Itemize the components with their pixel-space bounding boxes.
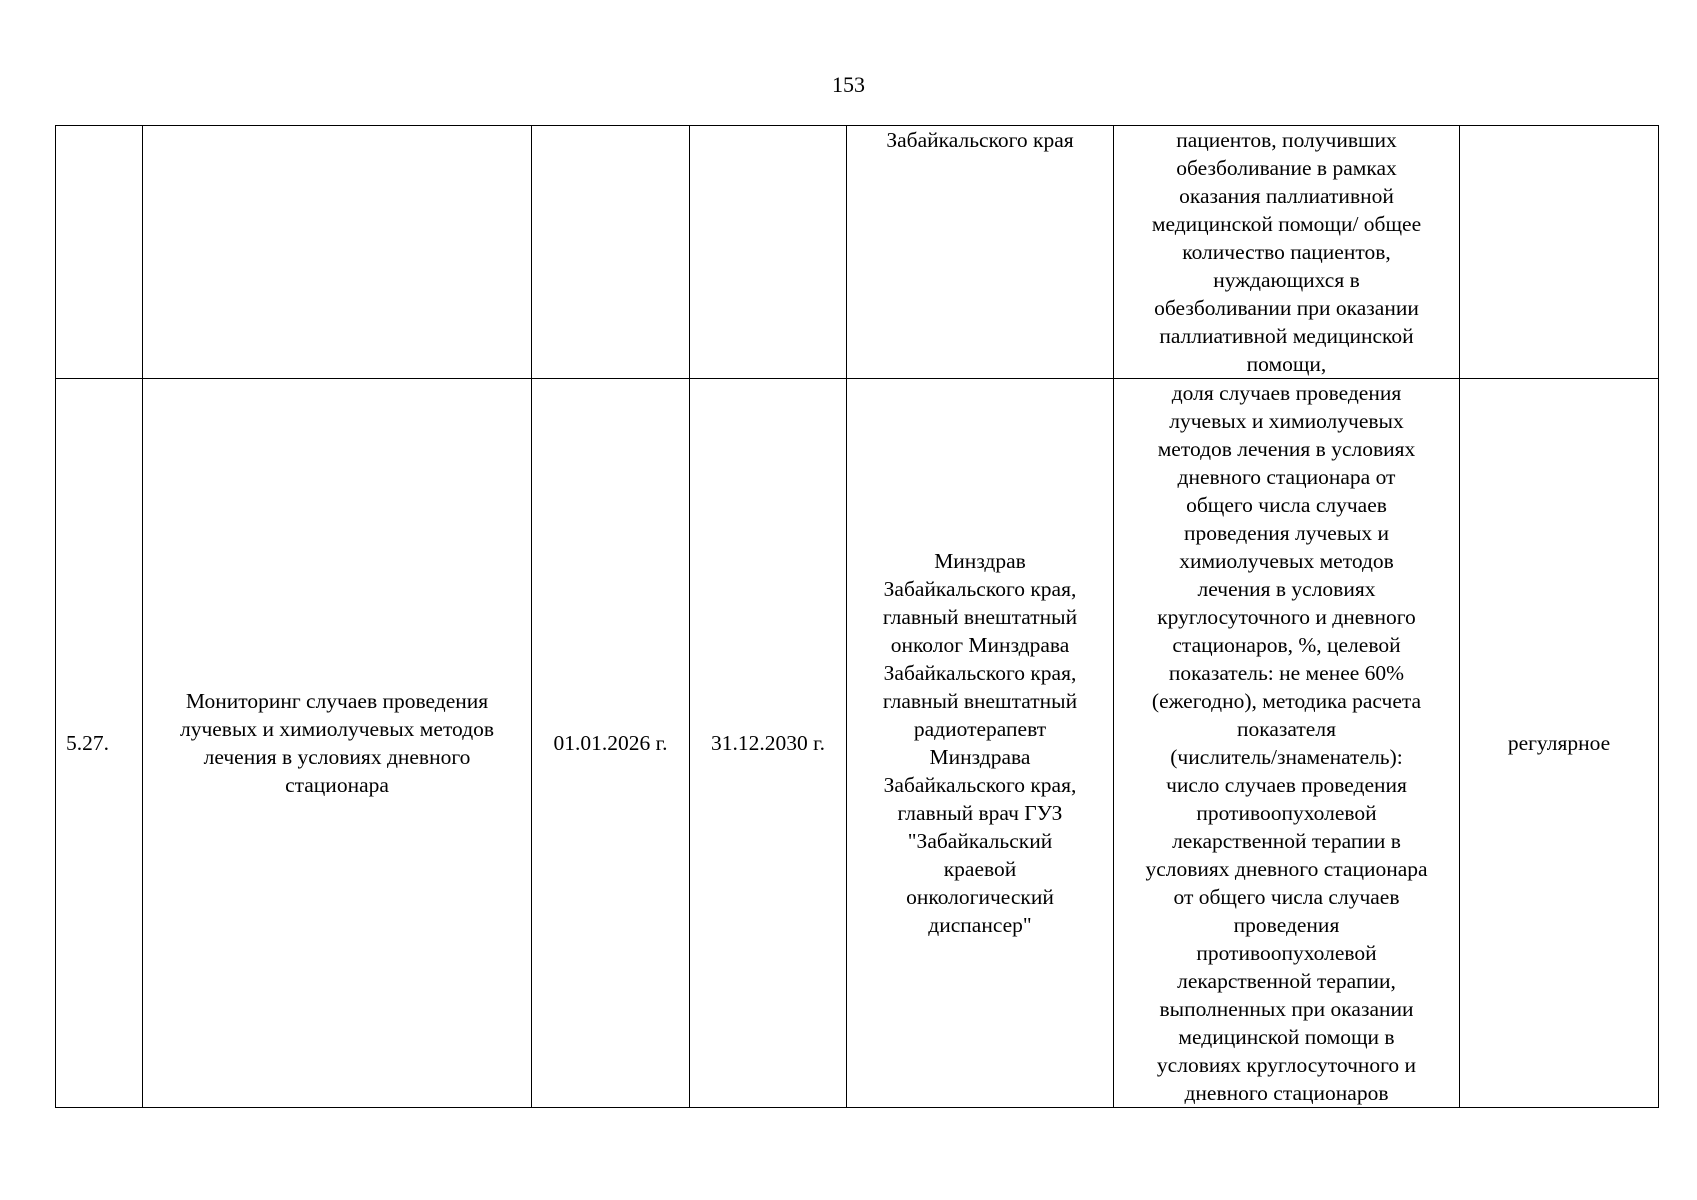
row-number-cell: 5.27. [56,379,143,1108]
character-cell [1460,126,1659,379]
indicator-cell: доля случаев проведения лучевых и химиолучевых методов лечения в условиях дневного стационара от общего числа случаев проведения лучевых и химиолучевых методов лечения в условиях круглосуточного и дневного стационаров, %, целевой показатель: не менее 60% (ежегодно), методика расчета показателя (числитель/знаменатель): число случаев проведения противоопухолевой лекарственной терапии в условиях дневного стационара от общего числа случаев проведения противоопухолевой лекарственной терапии, выполненных при оказании медицинской помощи в условиях круглосуточного и дневного стационаров [1114,379,1460,1108]
table-row [56,379,1659,1108]
activity-cell: Мониторинг случаев проведения лучевых и химиолучевых методов лечения в условиях дневного стационара [143,379,532,1108]
start-date-cell [532,126,690,379]
row-number-cell [56,126,143,379]
start-date-cell: 01.01.2026 г. [532,379,690,1108]
indicator-cell: пациентов, получивших обезболивание в рамках оказания паллиативной медицинской помощи/ общее количество пациентов, нуждающихся в обезболивании при оказании паллиативной медицинской помощи, [1114,126,1460,379]
end-date-cell: 31.12.2030 г. [690,379,847,1108]
responsible-cell: Забайкальского края [847,126,1114,379]
responsible-cell: Минздрав Забайкальского края, главный внештатный онколог Минздрава Забайкальского края, главный внештатный радиотерапевт Минздрава Забайкальского края, главный врач ГУЗ "Забайкальский краевой онкологический диспансер" [847,379,1114,1108]
table-row [56,126,1659,379]
activity-cell [143,126,532,379]
activity-table [55,125,1659,1108]
end-date-cell [690,126,847,379]
page-number: 153 [832,72,865,97]
character-cell: регулярное [1460,379,1659,1108]
